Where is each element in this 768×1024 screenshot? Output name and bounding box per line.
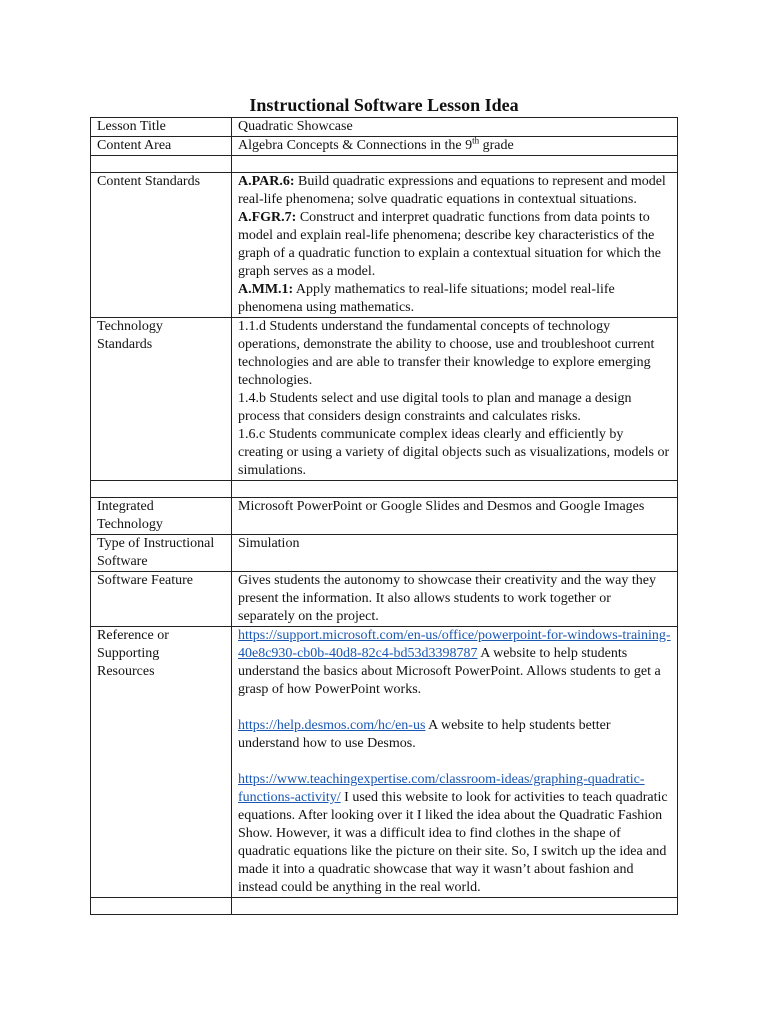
row-lesson-title xyxy=(91,118,678,137)
document-title: Instructional Software Lesson Idea xyxy=(249,95,519,115)
label-software-type xyxy=(91,535,232,572)
value-software-type: Simulation xyxy=(232,535,678,572)
resource-entry xyxy=(238,627,671,699)
tech-standard-item: 1.1.d Students understand the fundamental concepts of technology operations, demonstrate the ability to choose, use and troubleshoot current technologies and are able to transfer their knowledge to explore emerging technologies. xyxy=(238,319,655,388)
resource-entry xyxy=(238,717,671,753)
label-line: Technology xyxy=(97,517,163,532)
label-line: Type of Instructional xyxy=(97,536,215,551)
label-line: Reference or xyxy=(97,628,169,643)
resource-link-desmos[interactable]: https://help.desmos.com/hc/en-us xyxy=(238,718,426,733)
content-area-suffix: grade xyxy=(479,138,514,153)
resource-description: I used this website to look for activities to teach quadratic equations. After looking over it I liked the idea about the Quadratic Fashion Show. However, it was a difficult idea to find clothes in the shape of quadratic equations like the picture on their site. So, I switch up the idea and made it into a quadratic showcase that way it wasn’t about fashion and instead could be anything in the real world. xyxy=(238,790,668,895)
row-spacer xyxy=(91,156,678,173)
value-lesson-title: Quadratic Showcase xyxy=(232,118,678,137)
label-line: Supporting xyxy=(97,646,160,661)
blank-line xyxy=(238,699,671,717)
value-content-area xyxy=(232,137,678,156)
label-line: Integrated xyxy=(97,499,154,514)
content-area-prefix: Algebra Concepts & Connections in the 9 xyxy=(238,138,473,153)
row-spacer xyxy=(91,481,678,498)
value-content-standards xyxy=(232,173,678,318)
label-content-standards: Content Standards xyxy=(91,173,232,318)
label-lesson-title: Lesson Title xyxy=(91,118,232,137)
standard-text: Apply mathematics to real-life situations; model real-life phenomena using mathematics. xyxy=(238,282,615,315)
label-line: Resources xyxy=(97,664,155,679)
value-software-feature: Gives students the autonomy to showcase their creativity and the way they present the information. It also allows students to work together or separately on the project. xyxy=(232,572,678,627)
standard-code: A.PAR.6: xyxy=(238,174,295,189)
label-line: Software xyxy=(97,554,148,569)
label-content-area: Content Area xyxy=(91,137,232,156)
row-content-area xyxy=(91,137,678,156)
blank-line xyxy=(238,753,671,771)
row-technology-standards xyxy=(91,318,678,481)
row-software-type xyxy=(91,535,678,572)
resource-description: A website to help students better understand how to use Desmos. xyxy=(238,718,611,751)
tech-standard-item: 1.4.b Students select and use digital tools to plan and manage a design process that considers design constraints and calculates risks. xyxy=(238,391,632,424)
standard-item xyxy=(238,173,671,209)
resource-link-teachingexpertise[interactable]: https://www.teachingexpertise.com/classroom-ideas/graphing-quadratic-functions-activity/ xyxy=(238,772,645,805)
standard-code: A.FGR.7: xyxy=(238,210,297,225)
content-area-sup: th xyxy=(472,135,480,146)
row-resources xyxy=(91,627,678,898)
standard-item xyxy=(238,209,671,281)
label-software-feature: Software Feature xyxy=(91,572,232,627)
standard-text: Build quadratic expressions and equations to represent and model real-life phenomena; solve quadratic equations in contextual situations. xyxy=(238,174,666,207)
value-integrated-technology: Microsoft PowerPoint or Google Slides and Desmos and Google Images xyxy=(232,498,678,535)
label-technology-standards xyxy=(91,318,232,481)
standard-item xyxy=(238,281,671,317)
row-software-feature xyxy=(91,572,678,627)
label-integrated-technology xyxy=(91,498,232,535)
standard-text: Construct and interpret quadratic functions from data points to model and explain real-life phenomena; describe key characteristics of the graph of a quadratic function to explain a contextual situation for which the graph serves as a model. xyxy=(238,210,661,279)
row-content-standards xyxy=(91,173,678,318)
resource-description: A website to help students understand the basics about Microsoft PowerPoint. Allows students to get a grasp of how PowerPoint works. xyxy=(238,646,661,697)
label-line: Technology xyxy=(97,319,163,334)
row-integrated-technology xyxy=(91,498,678,535)
row-spacer xyxy=(91,898,678,915)
lesson-table xyxy=(90,117,678,915)
value-resources xyxy=(232,627,678,898)
standard-code: A.MM.1: xyxy=(238,282,294,297)
value-technology-standards xyxy=(232,318,678,481)
resource-entry xyxy=(238,771,671,897)
resource-link-powerpoint[interactable]: https://support.microsoft.com/en-us/office/powerpoint-for-windows-training-40e8c930-cb0b-40d8-82c4-bd53d3398787 xyxy=(238,628,671,661)
label-line: Standards xyxy=(97,337,153,352)
tech-standard-item: 1.6.c Students communicate complex ideas clearly and efficiently by creating or using a variety of digital objects such as visualizations, models or simulations. xyxy=(238,427,670,478)
label-resources xyxy=(91,627,232,898)
